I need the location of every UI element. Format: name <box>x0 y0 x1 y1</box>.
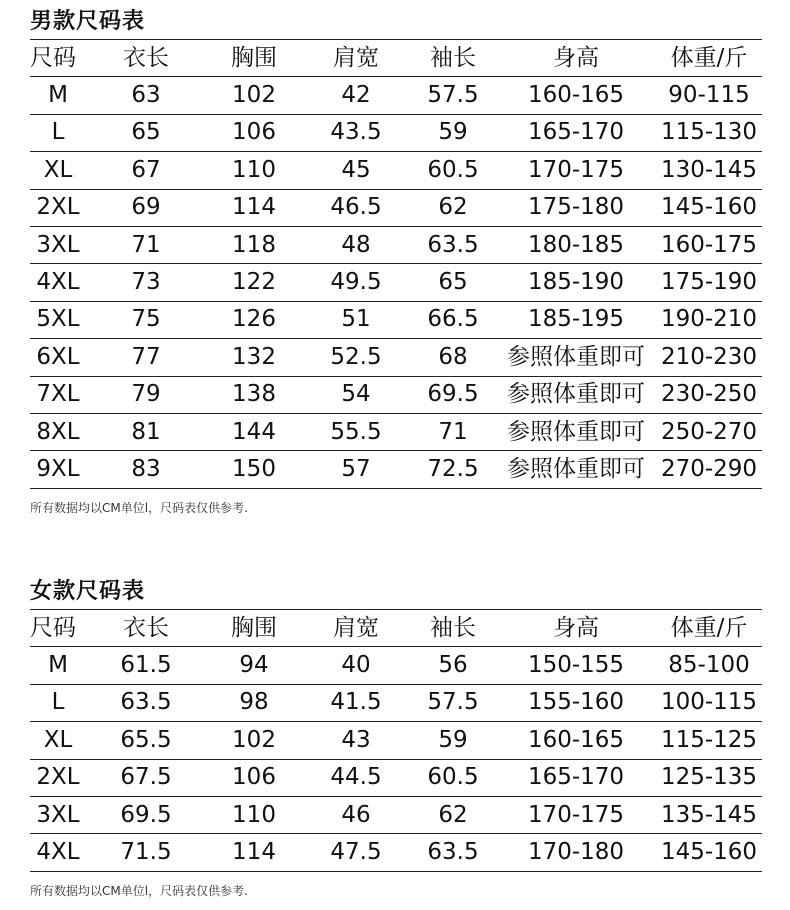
table-cell: 185-195 <box>496 301 656 338</box>
table-cell: 165-170 <box>496 114 656 151</box>
table-cell: 90-115 <box>656 77 762 114</box>
table-cell: 71 <box>410 413 496 450</box>
table-row <box>30 684 762 721</box>
table-cell: 67 <box>86 152 206 189</box>
table-cell: 3XL <box>30 226 86 263</box>
table-cell: 59 <box>410 114 496 151</box>
table-cell: 47.5 <box>302 834 410 871</box>
table-row <box>30 114 762 151</box>
table-cell: 52.5 <box>302 339 410 376</box>
table-row <box>30 77 762 114</box>
table-cell: M <box>30 77 86 114</box>
table-cell: 100-115 <box>656 684 762 721</box>
table-cell: 参照体重即可 <box>496 451 656 488</box>
table-cell: 175-190 <box>656 264 762 301</box>
table-row <box>30 647 762 684</box>
table-cell: 115-130 <box>656 114 762 151</box>
table-cell: 3XL <box>30 796 86 833</box>
table-cell: 270-290 <box>656 451 762 488</box>
column-header: 身高 <box>496 610 656 647</box>
table-cell: 48 <box>302 226 410 263</box>
table-cell: 51 <box>302 301 410 338</box>
table-cell: 69 <box>86 189 206 226</box>
table-cell: 72.5 <box>410 451 496 488</box>
table-row <box>30 339 762 376</box>
table-row <box>30 451 762 488</box>
column-header: 胸围 <box>206 610 302 647</box>
table-cell: 144 <box>206 413 302 450</box>
table-cell: 57 <box>302 451 410 488</box>
table-cell: 44.5 <box>302 759 410 796</box>
table-cell: 42 <box>302 77 410 114</box>
table-cell: 54 <box>302 376 410 413</box>
table-cell: 63.5 <box>410 226 496 263</box>
table-cell: 40 <box>302 647 410 684</box>
table-cell: 45 <box>302 152 410 189</box>
table-cell: 114 <box>206 834 302 871</box>
table-cell: 65.5 <box>86 722 206 759</box>
table-cell: 185-190 <box>496 264 656 301</box>
table-cell: 126 <box>206 301 302 338</box>
table-cell: 5XL <box>30 301 86 338</box>
table-cell: 170-175 <box>496 152 656 189</box>
table-cell: 63 <box>86 77 206 114</box>
table-cell: 106 <box>206 114 302 151</box>
table-cell: L <box>30 114 86 151</box>
women-size-note: 所有数据均以CM单位l，尺码表仅供参考. <box>30 884 248 898</box>
table-cell: 60.5 <box>410 759 496 796</box>
men-size-table <box>30 39 762 489</box>
table-cell: 2XL <box>30 759 86 796</box>
table-cell: 94 <box>206 647 302 684</box>
table-cell: 62 <box>410 189 496 226</box>
table-cell: 138 <box>206 376 302 413</box>
table-cell: 57.5 <box>410 77 496 114</box>
column-header: 袖长 <box>410 40 496 77</box>
table-cell: 62 <box>410 796 496 833</box>
table-cell: 46.5 <box>302 189 410 226</box>
table-cell: 118 <box>206 226 302 263</box>
table-cell: 参照体重即可 <box>496 339 656 376</box>
table-cell: XL <box>30 152 86 189</box>
table-cell: 68 <box>410 339 496 376</box>
table-cell: 67.5 <box>86 759 206 796</box>
table-cell: 59 <box>410 722 496 759</box>
table-cell: 122 <box>206 264 302 301</box>
table-cell: 132 <box>206 339 302 376</box>
table-cell: 77 <box>86 339 206 376</box>
table-cell: 4XL <box>30 834 86 871</box>
table-row <box>30 722 762 759</box>
table-cell: 102 <box>206 722 302 759</box>
table-cell: 81 <box>86 413 206 450</box>
table-cell: 41.5 <box>302 684 410 721</box>
table-cell: 114 <box>206 189 302 226</box>
table-cell: 165-170 <box>496 759 656 796</box>
table-cell: 66.5 <box>410 301 496 338</box>
table-cell: 145-160 <box>656 189 762 226</box>
table-cell: XL <box>30 722 86 759</box>
table-cell: 8XL <box>30 413 86 450</box>
table-row <box>30 264 762 301</box>
table-row <box>30 834 762 871</box>
table-cell: 79 <box>86 376 206 413</box>
table-cell: 106 <box>206 759 302 796</box>
table-row <box>30 226 762 263</box>
table-cell: 102 <box>206 77 302 114</box>
table-cell: 2XL <box>30 189 86 226</box>
table-cell: 63.5 <box>86 684 206 721</box>
table-cell: 6XL <box>30 339 86 376</box>
table-row <box>30 301 762 338</box>
table-cell: 4XL <box>30 264 86 301</box>
table-cell: 49.5 <box>302 264 410 301</box>
table-cell: 210-230 <box>656 339 762 376</box>
table-row <box>30 376 762 413</box>
column-header: 肩宽 <box>302 610 410 647</box>
table-cell: 60.5 <box>410 152 496 189</box>
table-cell: 85-100 <box>656 647 762 684</box>
table-cell: 160-165 <box>496 722 656 759</box>
table-cell: 155-160 <box>496 684 656 721</box>
men-size-note: 所有数据均以CM单位l，尺码表仅供参考. <box>30 501 248 515</box>
table-cell: 125-135 <box>656 759 762 796</box>
column-header: 身高 <box>496 40 656 77</box>
column-header: 肩宽 <box>302 40 410 77</box>
table-cell: 160-175 <box>656 226 762 263</box>
table-cell: 63.5 <box>410 834 496 871</box>
table-cell: 71.5 <box>86 834 206 871</box>
table-cell: 75 <box>86 301 206 338</box>
table-cell: 98 <box>206 684 302 721</box>
column-header: 衣长 <box>86 40 206 77</box>
women-size-table <box>30 609 762 872</box>
table-cell: 71 <box>86 226 206 263</box>
table-cell: L <box>30 684 86 721</box>
column-header: 尺码 <box>30 610 86 647</box>
table-cell: 170-180 <box>496 834 656 871</box>
table-cell: 150 <box>206 451 302 488</box>
table-row <box>30 796 762 833</box>
table-cell: 9XL <box>30 451 86 488</box>
table-cell: 175-180 <box>496 189 656 226</box>
table-cell: 7XL <box>30 376 86 413</box>
table-cell: 190-210 <box>656 301 762 338</box>
table-cell: 43 <box>302 722 410 759</box>
table-cell: 65 <box>410 264 496 301</box>
column-header: 体重/斤 <box>656 40 762 77</box>
table-cell: 参照体重即可 <box>496 376 656 413</box>
table-cell: 55.5 <box>302 413 410 450</box>
table-cell: 73 <box>86 264 206 301</box>
table-header-row <box>30 610 762 647</box>
table-row <box>30 413 762 450</box>
table-cell: 150-155 <box>496 647 656 684</box>
column-header: 胸围 <box>206 40 302 77</box>
table-cell: M <box>30 647 86 684</box>
table-cell: 115-125 <box>656 722 762 759</box>
table-cell: 83 <box>86 451 206 488</box>
table-header-row <box>30 40 762 77</box>
table-row <box>30 189 762 226</box>
women-size-chart-title: 女款尺码表 <box>30 579 146 604</box>
table-cell: 69.5 <box>410 376 496 413</box>
table-cell: 46 <box>302 796 410 833</box>
column-header: 袖长 <box>410 610 496 647</box>
table-cell: 57.5 <box>410 684 496 721</box>
column-header: 体重/斤 <box>656 610 762 647</box>
table-cell: 180-185 <box>496 226 656 263</box>
table-cell: 145-160 <box>656 834 762 871</box>
column-header: 尺码 <box>30 40 86 77</box>
table-cell: 250-270 <box>656 413 762 450</box>
column-header: 衣长 <box>86 610 206 647</box>
table-cell: 160-165 <box>496 77 656 114</box>
table-cell: 参照体重即可 <box>496 413 656 450</box>
men-size-chart-title: 男款尺码表 <box>30 9 146 34</box>
table-cell: 43.5 <box>302 114 410 151</box>
table-cell: 61.5 <box>86 647 206 684</box>
table-row <box>30 759 762 796</box>
table-cell: 170-175 <box>496 796 656 833</box>
table-cell: 130-145 <box>656 152 762 189</box>
table-cell: 110 <box>206 796 302 833</box>
table-cell: 230-250 <box>656 376 762 413</box>
table-cell: 135-145 <box>656 796 762 833</box>
table-row <box>30 152 762 189</box>
table-cell: 69.5 <box>86 796 206 833</box>
table-cell: 65 <box>86 114 206 151</box>
table-cell: 110 <box>206 152 302 189</box>
table-cell: 56 <box>410 647 496 684</box>
